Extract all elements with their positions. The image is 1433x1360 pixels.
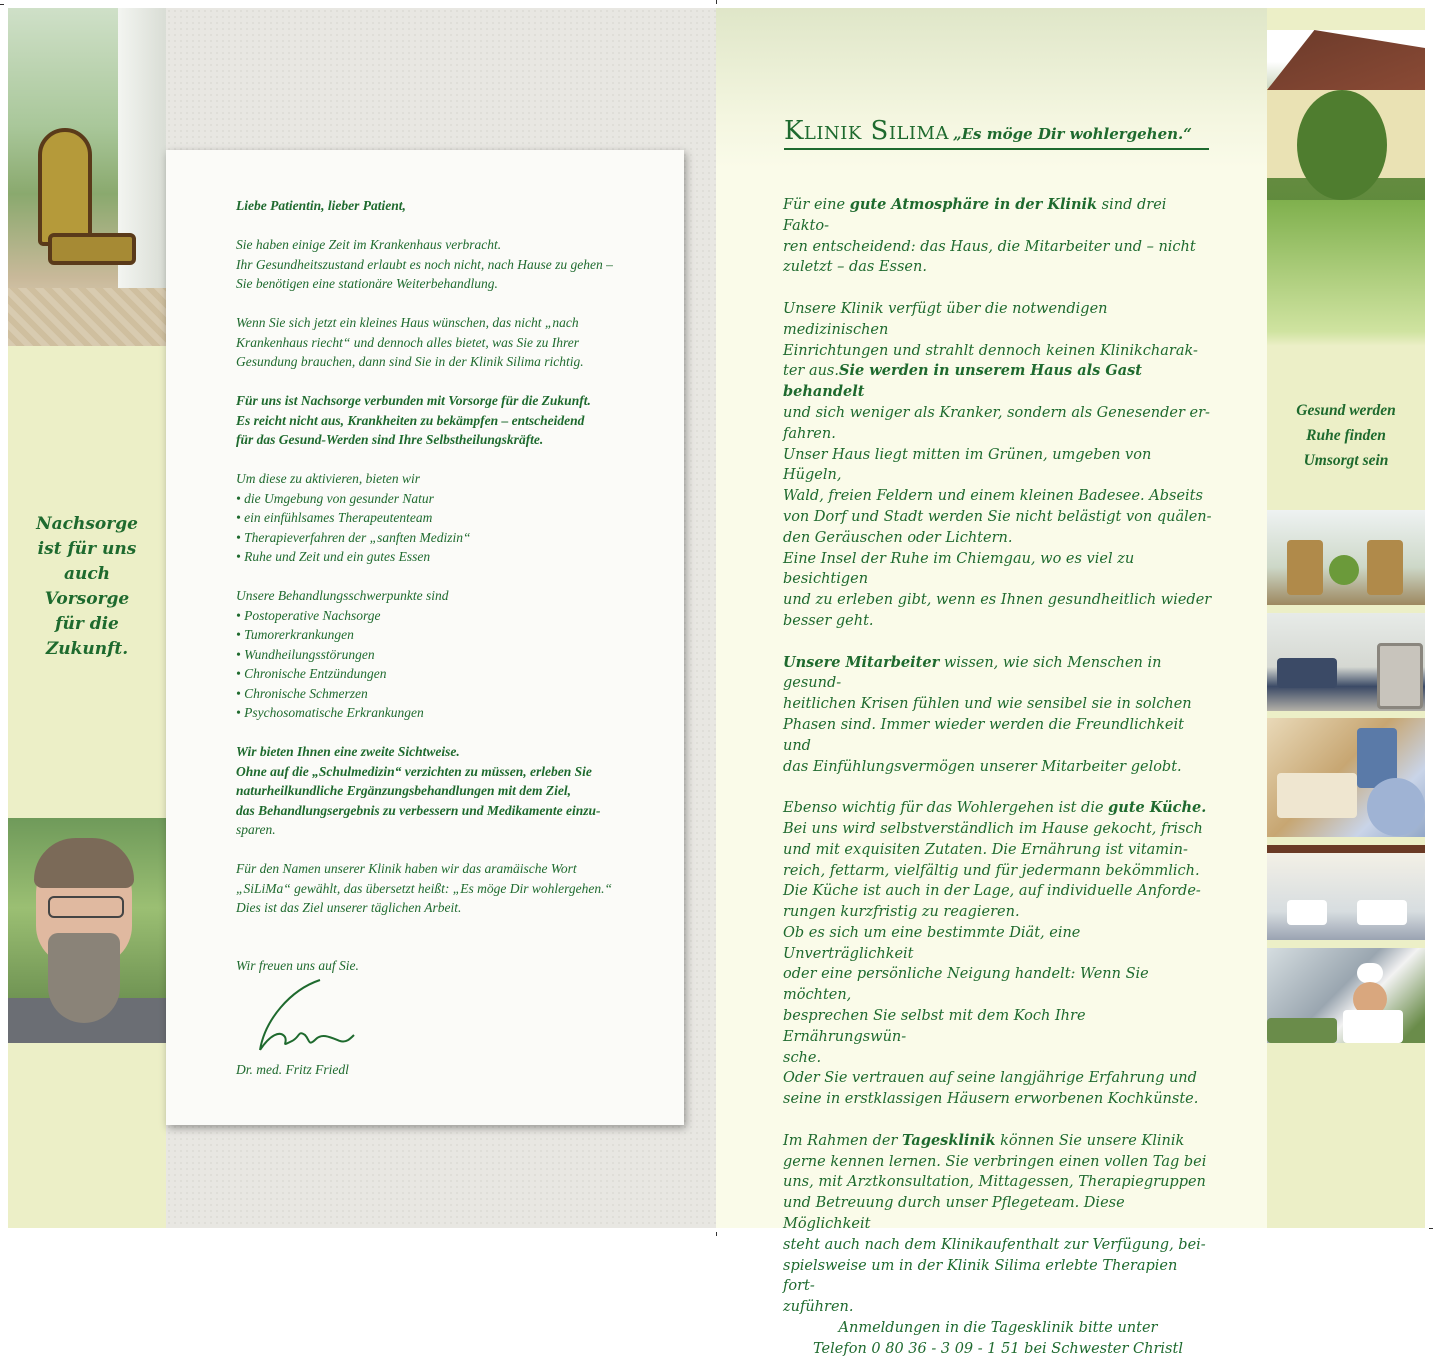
quote-line: für die: [55, 614, 119, 634]
letter-paragraph: Für uns ist Nachsorge verbunden mit Vorsorge für die Zukunft. Es reicht nicht aus, Krankheiten zu bekämpfen – entscheidend für das Gesund-Werden sind Ihre Selbstheilungskräfte.: [236, 393, 591, 447]
photo-armchair-window: [8, 8, 166, 346]
registration-info: Anmeldungen in die Tagesklinik bitte unter Telefon 0 80 36 - 3 09 - 1 51 bei Schwester Christl: [813, 1320, 1183, 1357]
quote-line: Umsorgt sein: [1303, 452, 1389, 469]
letter-paragraph: Wir bieten Ihnen eine zweite Sichtweise. Ohne auf die „Schulmedizin“ verzichten zu müssen, erleben Sie naturheilkundliche Ergänzungsbehandlungen mit dem Ziel, das Behandlungsergebnis zu verbessern und Medikamente einzu- sparen.: [236, 744, 601, 837]
quote-line: Vorsorge: [44, 589, 130, 609]
list-item: • Chronische Entzündungen: [236, 664, 656, 684]
list-item: • Therapieverfahren der „sanften Medizin“: [236, 528, 656, 548]
quote-line: Gesund werden: [1296, 402, 1396, 419]
list-item: • Tumorerkrankungen: [236, 625, 656, 645]
photo-bedroom: [1267, 718, 1425, 837]
crop-mark: [716, 1232, 717, 1236]
paragraph-chiemgau: Eine Insel der Ruhe im Chiemgau, wo es viel zu besichtigen und zu erleben gibt, wenn es Ihnen gesundheitlich wieder besser geht.: [783, 550, 1212, 629]
slogan: „Es möge Dir wohlergehen.“: [952, 125, 1192, 143]
crop-mark: [1429, 1228, 1433, 1229]
letter-paragraph: Sie haben einige Zeit im Krankenhaus verbracht. Ihr Gesundheitszustand erlaubt es noch nicht, nach Hause zu gehen – Sie benötigen eine stationäre Weiterbehandlung.: [236, 237, 613, 291]
quote-line: auch: [63, 564, 111, 584]
offer-list: Um diese zu aktivieren, bieten wir • die Umgebung von gesunder Natur • ein einfühlsames Therapeutenteam • Therapieverfahren der „sanften Medizin“ • Ruhe und Zeit und ein gutes Essen: [236, 469, 656, 567]
signature-icon: [250, 975, 370, 1065]
page-title: [784, 116, 1209, 150]
paragraph-clinic: Unsere Klinik verfügt über die notwendigen medizinischen Einrichtungen und strahlt dennoch keinen Klinikcharak- ter aus.Sie werden in unserem Haus als Gast behandelt und sich weniger als Kranker, sondern als Genesender er- fahren.: [783, 300, 1210, 442]
list-item: • die Umgebung von gesunder Natur: [236, 489, 656, 509]
photo-salon: [1267, 613, 1425, 711]
photo-clinic-house: [1267, 30, 1425, 346]
paragraph-dayclinic: Im Rahmen der Tagesklinik können Sie unsere Klinik gerne kennen lernen. Sie verbringen einen vollen Tag bei uns, mit Arztkonsultation, Mittagessen, Therapiegruppen und Betreuung durch unser Pflegeteam. Diese Möglichkeit steht auch nach dem Klinikaufenthalt zur Verfügung, bei- spielsweise um in der Klinik Silima erlebte Therapien fort- zuführen.: [783, 1131, 1207, 1316]
list-item: • ein einfühlsames Therapeutenteam: [236, 508, 656, 528]
list-item: • Wundheilungsstörungen: [236, 645, 656, 665]
right-quote: [1267, 398, 1425, 473]
quote-line: Nachsorge: [36, 514, 138, 534]
paragraph-staff: Unsere Mitarbeiter wissen, wie sich Menschen in gesund- heitlichen Krisen fühlen und wie sensibel sie in solchen Phasen sind. Immer wieder werden die Freundlichkeit und das Einfühlungsvermögen unserer Mitarbeiter gelobt.: [783, 653, 1192, 775]
photo-doctor-portrait: [8, 818, 166, 1043]
photo-chef-kitchen: [1267, 948, 1425, 1043]
crop-mark: [0, 4, 4, 5]
letter-closing: Wir freuen uns auf Sie.: [236, 957, 359, 973]
letter-paragraph: Für den Namen unserer Klinik haben wir das aramäische Wort „SiLiMa“ gewählt, das übersetzt heißt: „Es möge Dir wohlergehen.“ Dies ist das Ziel unserer täglichen Arbeit.: [236, 861, 613, 915]
paragraph-location: Unser Haus liegt mitten im Grünen, umgeben von Hügeln, Wald, freien Feldern und einem kleinen Badesee. Abseits von Dorf und Stadt werden Sie nicht belästigt von quälen- den Geräuschen oder Lichtern.: [783, 446, 1212, 546]
quote-line: Ruhe finden: [1306, 427, 1386, 444]
paragraph-atmosphere: Für eine gute Atmosphäre in der Klinik sind drei Fakto- ren entscheidend: das Haus, die Mitarbeiter und – nicht zuletzt – das Essen.: [783, 196, 1196, 276]
paragraph-kitchen: Ebenso wichtig für das Wohlergehen ist die gute Küche. Bei uns wird selbstverständlich im Hause gekocht, frisch und mit exquisiten Zutaten. Die Ernährung ist vitamin- reich, fettarm, vielfältig und für jedermann bekömmlich. Die Küche ist auch in der Lage, auf individuelle Anforde- rungen kurzfristig zu reagieren.: [783, 799, 1207, 921]
list-item: • Psychosomatische Erkrankungen: [236, 703, 656, 723]
brand-name: Klinik Silima: [784, 116, 949, 146]
list-item: • Postoperative Nachsorge: [236, 606, 656, 626]
list-item: • Chronische Schmerzen: [236, 684, 656, 704]
quote-line: Zukunft.: [45, 639, 129, 659]
letter-greeting: Liebe Patientin, lieber Patient,: [236, 198, 406, 213]
main-text: [783, 195, 1213, 1360]
crop-mark: [716, 0, 717, 4]
paragraph-diet: Ob es sich um eine bestimmte Diät, eine Unverträglichkeit oder eine persönliche Neigung handelt: Wenn Sie möchten, besprechen Sie selbst mit dem Koch Ihre Ernährungswün- sche.: [783, 924, 1149, 1066]
letter-paragraph: Wenn Sie sich jetzt ein kleines Haus wünschen, das nicht „nach Krankenhaus riecht“ und dennoch alles bietet, was Sie zu Ihrer Gesundung brauchen, dann sind Sie in der Klinik Silima richtig.: [236, 315, 584, 369]
quote-line: ist für uns: [37, 539, 137, 559]
list-item: • Ruhe und Zeit und ein gutes Essen: [236, 547, 656, 567]
letter-text: [236, 196, 656, 995]
paragraph-cook: Oder Sie vertrauen auf seine langjährige Erfahrung und seine in erstklassigen Häusern erworbenen Kochkünste.: [783, 1070, 1199, 1108]
photo-lounge: [1267, 510, 1425, 605]
photo-dining-room: [1267, 845, 1425, 940]
signature-name: Dr. med. Fritz Friedl: [236, 1062, 349, 1077]
left-quote: [8, 512, 166, 662]
focus-list: Unsere Behandlungsschwerpunkte sind • Postoperative Nachsorge • Tumorerkrankungen • Wundheilungsstörungen • Chronische Entzündungen • Chronische Schmerzen • Psychosomatische Erkrankungen: [236, 586, 656, 723]
